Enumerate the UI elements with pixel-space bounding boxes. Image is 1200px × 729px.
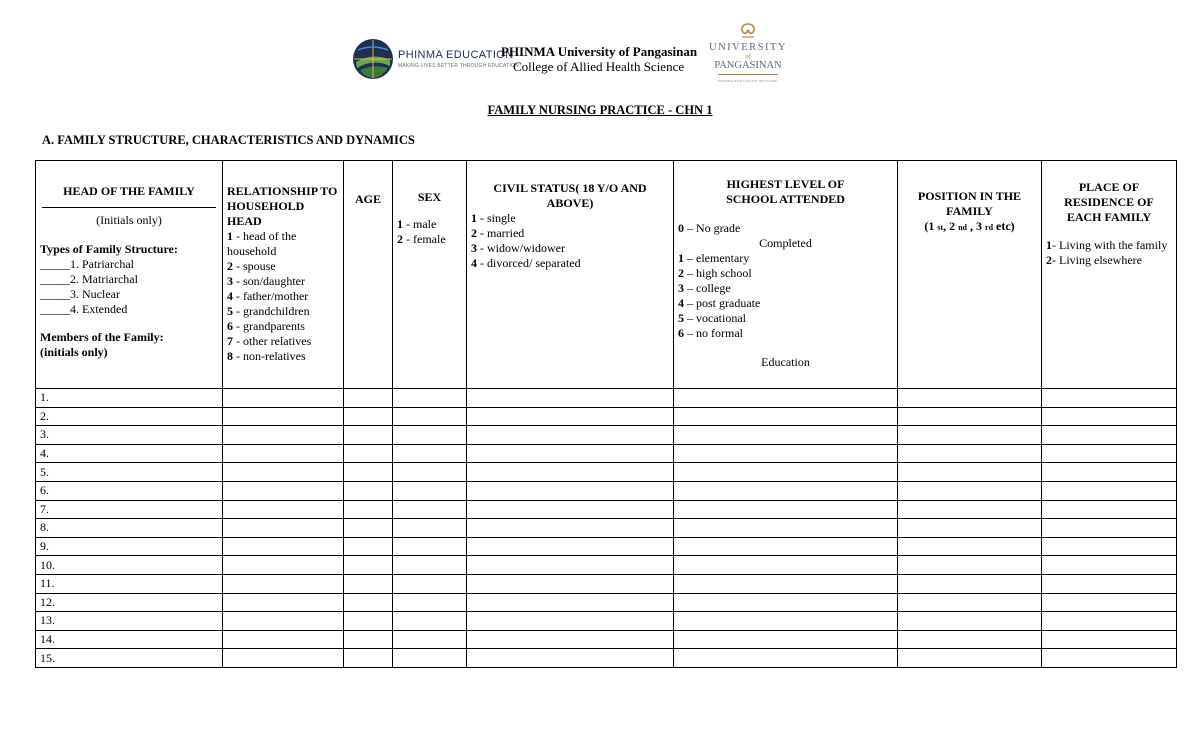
- blank-cell: [393, 556, 467, 575]
- blank-cell: [1042, 500, 1177, 519]
- blank-cell: [674, 649, 898, 668]
- table-row: [36, 426, 1177, 445]
- age-title: AGE: [354, 192, 381, 206]
- blank-cell: [393, 481, 467, 500]
- table-row: [36, 463, 1177, 482]
- blank-cell: [674, 593, 898, 612]
- row-number-cell: 3.: [36, 426, 223, 445]
- row-number-cell: 14.: [36, 630, 223, 649]
- blank-cell: [898, 519, 1042, 538]
- row-number-cell: 12.: [36, 593, 223, 612]
- blank-cell: [467, 407, 674, 426]
- blank-cell: [1042, 649, 1177, 668]
- table-row: [36, 407, 1177, 426]
- code-item: 6 – no formal: [678, 326, 743, 340]
- blank-cell: [674, 500, 898, 519]
- blank-cell: [467, 389, 674, 408]
- head-of-family-title: HEAD OF THE FAMILY: [63, 184, 195, 198]
- table-row: [36, 574, 1177, 593]
- blank-cell: [393, 426, 467, 445]
- blank-cell: [344, 407, 393, 426]
- blank-cell: [1042, 593, 1177, 612]
- blank-cell: [344, 537, 393, 556]
- code-item: 1 - single: [471, 211, 516, 225]
- code-item: 1 - male: [397, 217, 437, 231]
- blank-cell: [223, 481, 344, 500]
- document-title: FAMILY NURSING PRACTICE - CHN 1: [487, 103, 713, 117]
- blank-cell: [467, 630, 674, 649]
- code-item: 7 - other relatives: [227, 334, 312, 348]
- family-type-item: _____1. Patriarchal: [40, 257, 134, 271]
- blank-cell: [223, 463, 344, 482]
- education-codes: [678, 221, 893, 341]
- blank-cell: [1042, 407, 1177, 426]
- blank-cell: [898, 426, 1042, 445]
- blank-cell: [467, 556, 674, 575]
- blank-cell: [898, 612, 1042, 631]
- up-logo-of: of: [745, 54, 751, 60]
- sex-title: SEX: [417, 190, 442, 204]
- blank-cell: [467, 612, 674, 631]
- phinma-globe-icon: [352, 38, 394, 80]
- blank-cell: [393, 389, 467, 408]
- blank-cell: [467, 426, 674, 445]
- blank-cell: [223, 500, 344, 519]
- blank-cell: [674, 389, 898, 408]
- blank-cell: [898, 574, 1042, 593]
- blank-cell: [223, 389, 344, 408]
- blank-cell: [898, 630, 1042, 649]
- blank-cell: [344, 612, 393, 631]
- blank-cell: [344, 519, 393, 538]
- blank-cell: [393, 649, 467, 668]
- blank-cell: [898, 444, 1042, 463]
- blank-cell: [1042, 389, 1177, 408]
- education-footer: Education: [761, 355, 810, 369]
- blank-cell: [344, 389, 393, 408]
- blank-cell: [223, 630, 344, 649]
- phinma-education-logo: [352, 38, 519, 84]
- family-types-label: Types of Family Structure:: [40, 242, 178, 256]
- blank-cell: [344, 649, 393, 668]
- row-number-cell: 8.: [36, 519, 223, 538]
- col-position: [898, 161, 1042, 389]
- blank-cell: [344, 426, 393, 445]
- col-education: [674, 161, 898, 389]
- row-number-cell: 5.: [36, 463, 223, 482]
- blank-cell: [674, 444, 898, 463]
- table-row: [36, 389, 1177, 408]
- civil-status-title: CIVIL STATUS( 18 Y/O AND ABOVE): [493, 181, 647, 210]
- row-number-cell: 2.: [36, 407, 223, 426]
- table-row: [36, 630, 1177, 649]
- table-row: [36, 537, 1177, 556]
- table-row: [36, 519, 1177, 538]
- row-number-cell: 15.: [36, 649, 223, 668]
- blank-cell: [898, 389, 1042, 408]
- university-name: PHINMA University of Pangasinan: [501, 44, 698, 59]
- blank-cell: [344, 463, 393, 482]
- col-head-of-family: [36, 161, 223, 389]
- blank-cell: [344, 500, 393, 519]
- blank-cell: [223, 444, 344, 463]
- blank-cell: [1042, 612, 1177, 631]
- blank-cell: [1042, 481, 1177, 500]
- position-example: (1 st, 2 nd , 3 rd etc): [924, 219, 1015, 233]
- blank-cell: [674, 612, 898, 631]
- blank-cell: [1042, 426, 1177, 445]
- table-header-row: [36, 161, 1177, 389]
- code-item: 4 – post graduate: [678, 296, 761, 310]
- code-item: 8 - non-relatives: [227, 349, 306, 363]
- up-logo-university: UNIVERSITY: [709, 42, 787, 53]
- family-type-item: _____4. Extended: [40, 302, 128, 316]
- up-logo-pangasinan: PANGASINAN: [714, 60, 782, 71]
- family-structure-table: [35, 160, 1177, 668]
- code-item: 1 - head of the household: [227, 229, 297, 258]
- code-item: 0 – No grade: [678, 221, 741, 235]
- blank-cell: [393, 612, 467, 631]
- section-title: A. FAMILY STRUCTURE, CHARACTERISTICS AND DYNAMICS: [42, 133, 415, 147]
- college-name: College of Allied Health Science: [513, 59, 685, 74]
- code-item: 4 - father/mother: [227, 289, 309, 303]
- blank-cell: [1042, 556, 1177, 575]
- blank-cell: [344, 630, 393, 649]
- family-type-item: _____2. Matriarchal: [40, 272, 138, 286]
- blank-cell: [393, 444, 467, 463]
- table-row: [36, 444, 1177, 463]
- family-types-list: [40, 257, 218, 317]
- blank-cell: [467, 444, 674, 463]
- blank-cell: [898, 593, 1042, 612]
- blank-cell: [898, 463, 1042, 482]
- relationship-title: RELATIONSHIP TO HOUSEHOLD HEAD: [227, 184, 338, 228]
- code-item: 2 – high school: [678, 266, 752, 280]
- row-number-cell: 6.: [36, 481, 223, 500]
- blank-cell: [393, 630, 467, 649]
- document-header: [0, 0, 1200, 100]
- row-number-cell: 10.: [36, 556, 223, 575]
- blank-cell: [674, 556, 898, 575]
- members-note: (initials only): [40, 345, 108, 359]
- table-row: [36, 649, 1177, 668]
- blank-cell: [898, 500, 1042, 519]
- family-type-item: _____3. Nuclear: [40, 287, 120, 301]
- col-residence: [1042, 161, 1177, 389]
- code-item: 1- Living with the family: [1046, 238, 1168, 252]
- blank-cell: [467, 537, 674, 556]
- blank-cell: [1042, 444, 1177, 463]
- phinma-brand-name: PHINMA EDUCATION: [398, 49, 514, 61]
- blank-cell: [223, 426, 344, 445]
- code-item: 2 - female: [397, 232, 446, 246]
- blank-cell: [223, 519, 344, 538]
- residence-codes: [1046, 238, 1172, 268]
- blank-cell: [393, 593, 467, 612]
- code-item: 5 – vocational: [678, 311, 746, 325]
- blank-cell: [1042, 463, 1177, 482]
- relationship-codes: [227, 229, 339, 364]
- row-number-cell: 4.: [36, 444, 223, 463]
- blank-cell: [898, 556, 1042, 575]
- table-row: [36, 500, 1177, 519]
- blank-cell: [223, 649, 344, 668]
- position-title: POSITION IN THE FAMILY: [917, 189, 1022, 218]
- blank-cell: [1042, 574, 1177, 593]
- blank-cell: [344, 444, 393, 463]
- blank-cell: [467, 649, 674, 668]
- members-label: Members of the Family:: [40, 330, 164, 344]
- blank-cell: [674, 426, 898, 445]
- row-number-cell: 13.: [36, 612, 223, 631]
- col-age: [344, 161, 393, 389]
- col-civil-status: [467, 161, 674, 389]
- blank-cell: [467, 500, 674, 519]
- row-number-cell: 7.: [36, 500, 223, 519]
- blank-cell: [223, 537, 344, 556]
- blank-cell: [1042, 519, 1177, 538]
- code-item: Completed: [759, 236, 812, 250]
- civil-status-codes: [471, 211, 669, 271]
- blank-cell: [344, 593, 393, 612]
- code-item: 3 – college: [678, 281, 731, 295]
- blank-cell: [467, 593, 674, 612]
- up-crest-icon: [736, 22, 760, 42]
- blank-cell: [674, 481, 898, 500]
- table-row: [36, 481, 1177, 500]
- initials-note: (Initials only): [96, 213, 162, 227]
- code-item: 2- Living elsewhere: [1046, 253, 1142, 267]
- blank-cell: [393, 500, 467, 519]
- phinma-tagline: MAKING LIVES BETTER THROUGH EDUCATION: [398, 63, 519, 69]
- code-item: 1 – elementary: [678, 251, 750, 265]
- blank-cell: [393, 574, 467, 593]
- blank-cell: [674, 519, 898, 538]
- table-row: [36, 612, 1177, 631]
- blank-cell: [223, 593, 344, 612]
- code-item: 5 - grandchildren: [227, 304, 310, 318]
- blank-cell: [898, 407, 1042, 426]
- col-sex: [393, 161, 467, 389]
- blank-cell: [674, 407, 898, 426]
- code-item: 6 - grandparents: [227, 319, 305, 333]
- row-number-cell: 1.: [36, 389, 223, 408]
- blank-cell: [344, 481, 393, 500]
- blank-cell: [393, 537, 467, 556]
- blank-cell: [898, 649, 1042, 668]
- blank-cell: [674, 630, 898, 649]
- blank-cell: [344, 556, 393, 575]
- code-item: 2 - spouse: [227, 259, 276, 273]
- blank-cell: [674, 574, 898, 593]
- blank-cell: [393, 519, 467, 538]
- blank-cell: [898, 537, 1042, 556]
- code-item: 2 - married: [471, 226, 525, 240]
- blank-cell: [393, 407, 467, 426]
- blank-cell: [1042, 537, 1177, 556]
- blank-cell: [393, 463, 467, 482]
- residence-title: PLACE OF RESIDENCE OF EACH FAMILY: [1064, 180, 1154, 224]
- blank-cell: [898, 481, 1042, 500]
- blank-cell: [674, 537, 898, 556]
- blank-cell: [223, 407, 344, 426]
- university-of-pangasinan-logo: [708, 22, 788, 88]
- sex-codes: [397, 217, 462, 247]
- blank-cell: [1042, 630, 1177, 649]
- blank-cell: [467, 463, 674, 482]
- blank-cell: [223, 574, 344, 593]
- code-item: 3 - widow/widower: [471, 241, 565, 255]
- blank-cell: [467, 574, 674, 593]
- up-logo-rule: [718, 74, 778, 75]
- up-logo-network: PHINMA EDUCATION NETWORK: [717, 79, 779, 83]
- row-number-cell: 9.: [36, 537, 223, 556]
- code-item: 3 - son/daughter: [227, 274, 305, 288]
- table-row: [36, 556, 1177, 575]
- row-number-cell: 11.: [36, 574, 223, 593]
- blank-cell: [223, 612, 344, 631]
- blank-cell: [344, 574, 393, 593]
- education-title: HIGHEST LEVEL OF SCHOOL ATTENDED: [726, 177, 845, 206]
- blank-cell: [467, 481, 674, 500]
- table-row: [36, 593, 1177, 612]
- code-item: 4 - divorced/ separated: [471, 256, 581, 270]
- blank-cell: [674, 463, 898, 482]
- col-relationship: [223, 161, 344, 389]
- head-of-family-blank-line: [42, 207, 216, 208]
- blank-cell: [467, 519, 674, 538]
- blank-cell: [223, 556, 344, 575]
